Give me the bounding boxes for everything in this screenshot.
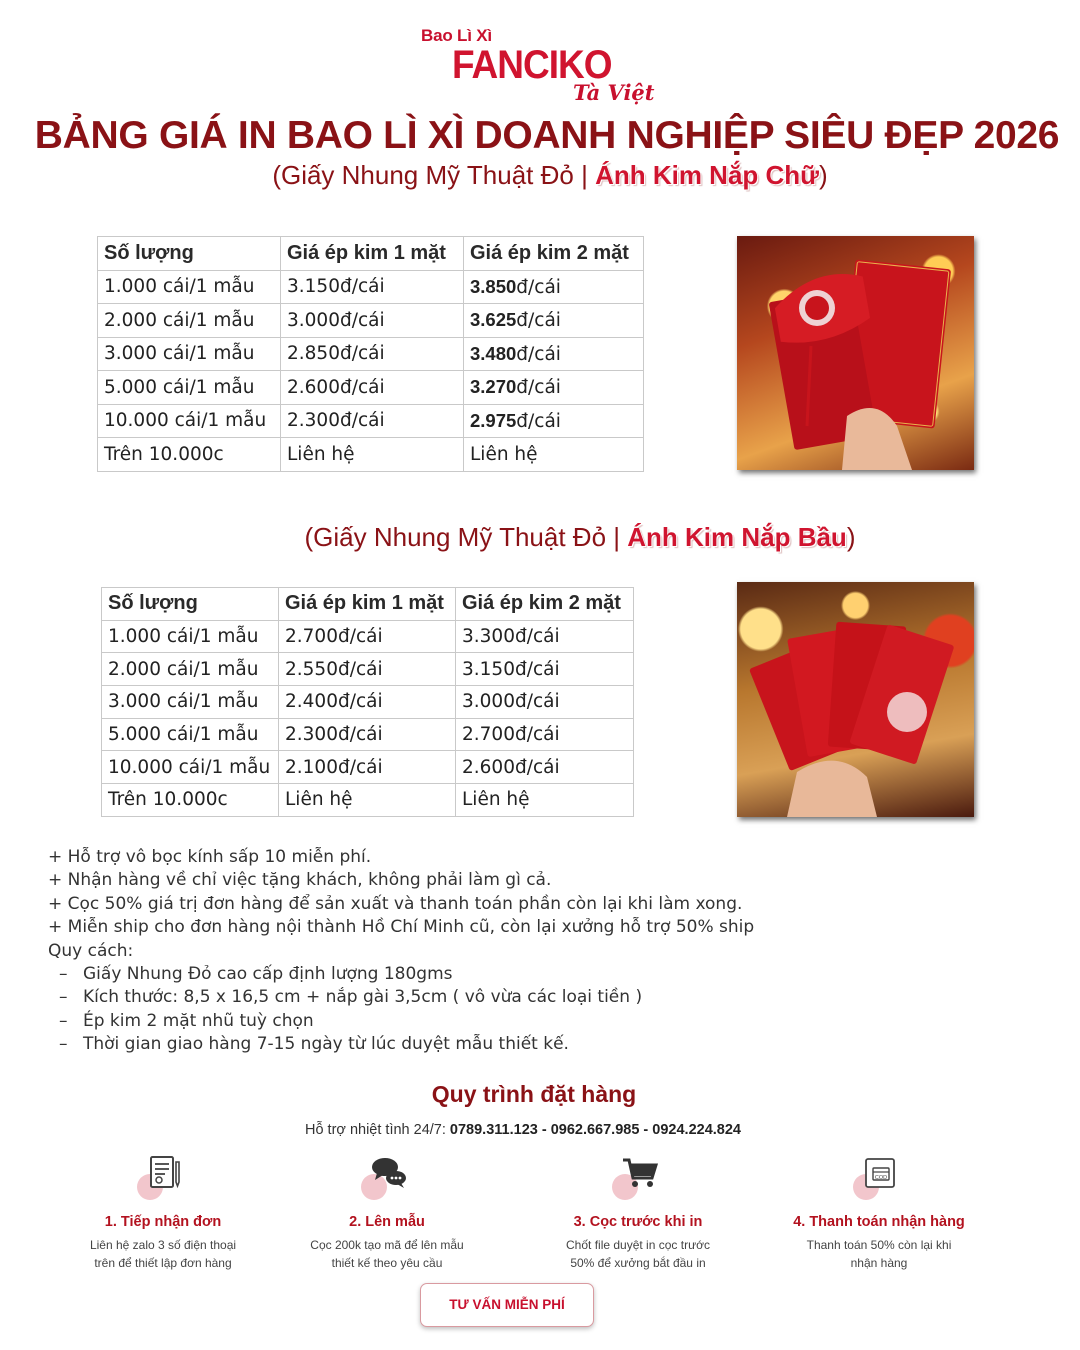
table-row <box>98 438 644 472</box>
quantity-cell: Trên 10.000c <box>98 438 281 472</box>
price-1-side-cell: 2.300đ/cái <box>281 404 464 438</box>
spec-text: Giấy Nhung Đỏ cao cấp định lượng 180gms <box>83 964 453 985</box>
column-header-price-1-side: Giá ép kim 1 mặt <box>281 237 464 271</box>
price-1-side-cell: 3.000đ/cái <box>281 304 464 338</box>
step-description: Liên hệ zalo 3 số điện thoại trên để thiết lập đơn hàng <box>89 1238 237 1270</box>
hotline-numbers: 0789.311.123 - 0962.667.985 - 0924.224.824 <box>449 1122 741 1138</box>
product-photo-nap-bau <box>737 582 974 817</box>
price-1-side-cell: 3.150đ/cái <box>281 270 464 304</box>
price-2-sides-cell: 3.300đ/cái <box>456 620 634 653</box>
price-2-sides-cell: 2.700đ/cái <box>456 718 634 751</box>
price-2-sides-cell <box>464 270 644 304</box>
price-number: 3.270 <box>470 376 517 398</box>
price-table-nap-bau <box>101 587 634 817</box>
column-header-quantity: Số lượng <box>98 237 281 271</box>
price-1-side-cell: 2.700đ/cái <box>279 620 456 653</box>
section1-subtitle <box>0 160 1080 191</box>
section2-subtitle-highlight: Ánh Kim Nắp Bầu <box>627 522 847 552</box>
specs-heading: Quy cách: <box>48 940 134 961</box>
spec-dash: – <box>59 964 68 985</box>
note-line: + Nhận hàng về chỉ việc tặng khách, không phải làm gì cả. <box>48 870 552 891</box>
price-unit: đ/cái <box>516 410 561 432</box>
column-header-quantity: Số lượng <box>102 588 279 621</box>
price-2-sides-cell <box>464 438 644 472</box>
price-1-side-cell: 2.400đ/cái <box>279 686 456 719</box>
price-2-sides-cell <box>464 337 644 371</box>
price-unit: đ/cái <box>516 276 561 298</box>
table-row <box>102 653 634 686</box>
price-1-side-cell: 2.100đ/cái <box>279 751 456 784</box>
price-2-sides-cell: Liên hệ <box>456 784 634 817</box>
red-envelope-illustration <box>737 236 974 470</box>
svg-text:COD: COD <box>874 1175 888 1181</box>
cod-box-icon <box>849 1154 909 1204</box>
table-row <box>98 337 644 371</box>
price-number: 3.850 <box>470 275 517 297</box>
step-description: Chốt file duyệt in cọc trước 50% để xưởng bắt đầu in <box>566 1238 710 1270</box>
section1-subtitle-open: (Giấy Nhung Mỹ Thuật Đỏ | <box>272 160 596 190</box>
hotline-label: Hỗ trợ nhiệt tình 24/7: <box>304 1122 450 1138</box>
quantity-cell: 2.000 cái/1 mẫu <box>98 304 281 338</box>
table-header-row <box>102 588 634 621</box>
quantity-cell: 3.000 cái/1 mẫu <box>98 337 281 371</box>
price-1-side-cell: 2.300đ/cái <box>279 718 456 751</box>
note-line: + Miễn ship cho đơn hàng nội thành Hồ Chí Minh cũ, còn lại xưởng hỗ trợ 50% ship <box>48 917 755 938</box>
step-title: 1. Tiếp nhận đơn <box>104 1214 222 1230</box>
process-step-1 <box>48 1154 278 1272</box>
price-1-side-cell: 2.550đ/cái <box>279 653 456 686</box>
table-row <box>102 718 634 751</box>
table-row <box>102 686 634 719</box>
process-step-4 <box>764 1154 994 1272</box>
spec-dash: – <box>59 987 68 1008</box>
section2-subtitle <box>0 522 1080 553</box>
price-2-sides-cell: 3.000đ/cái <box>456 686 634 719</box>
step-description: Cọc 200k tạo mã để lên mẫu thiết kế theo yêu cầu <box>310 1238 464 1270</box>
price-1-side-cell: 2.600đ/cái <box>281 371 464 405</box>
process-step-2 <box>272 1154 502 1272</box>
hotline <box>0 1122 1046 1138</box>
price-unit: đ/cái <box>516 343 561 365</box>
quantity-cell: 5.000 cái/1 mẫu <box>98 371 281 405</box>
price-2-sides-cell <box>464 304 644 338</box>
price-1-side-cell: Liên hệ <box>281 438 464 472</box>
price-table-nap-chu <box>97 236 644 472</box>
step-title: 4. Thanh toán nhận hàng <box>793 1214 965 1230</box>
table-row <box>98 304 644 338</box>
price-2-sides-cell: 3.150đ/cái <box>456 653 634 686</box>
price-unit: đ/cái <box>516 310 561 332</box>
price-unit: đ/cái <box>516 377 561 399</box>
note-line: + Cọc 50% giá trị đơn hàng để sản xuất và thanh toán phần còn lại khi làm xong. <box>48 893 743 914</box>
quantity-cell: 2.000 cái/1 mẫu <box>102 653 279 686</box>
table-row <box>102 751 634 784</box>
spec-dash: – <box>59 1034 68 1055</box>
table-header-row <box>98 237 644 271</box>
table-row <box>98 404 644 438</box>
spec-item <box>48 963 754 986</box>
spec-item <box>48 1010 754 1033</box>
process-title: Quy trình đặt hàng <box>431 1081 637 1107</box>
column-header-price-2-sides: Giá ép kim 2 mặt <box>456 588 634 621</box>
order-notes <box>48 846 754 1057</box>
product-photo-nap-chu <box>737 236 974 470</box>
quantity-cell: 10.000 cái/1 mẫu <box>98 404 281 438</box>
step-description: Thanh toán 50% còn lại khi nhận hàng <box>806 1238 952 1270</box>
price-2-sides-cell: 2.600đ/cái <box>456 751 634 784</box>
quantity-cell: 10.000 cái/1 mẫu <box>102 751 279 784</box>
section1-subtitle-highlight: Ánh Kim Nắp Chữ <box>595 160 819 190</box>
step-title: 2. Lên mẫu <box>349 1214 425 1230</box>
spec-item <box>48 1033 754 1056</box>
table-row <box>98 371 644 405</box>
price-number: 3.480 <box>470 342 517 364</box>
shopping-cart-icon <box>608 1154 668 1204</box>
brand-logo <box>0 26 1080 104</box>
red-envelope-fan-illustration <box>737 582 974 817</box>
logo-tagline: Bao Lì Xì <box>421 26 492 45</box>
price-number: 3.625 <box>470 309 517 331</box>
price-1-side-cell: 2.850đ/cái <box>281 337 464 371</box>
quantity-cell: 5.000 cái/1 mẫu <box>102 718 279 751</box>
quantity-cell: Trên 10.000c <box>102 784 279 817</box>
table-row <box>98 270 644 304</box>
column-header-price-2-sides: Giá ép kim 2 mặt <box>464 237 644 271</box>
spec-text: Kích thước: 8,5 x 16,5 cm + nắp gài 3,5cm ( vô vừa các loại tiền ) <box>83 987 643 1008</box>
note-line: + Hỗ trợ vô bọc kính sấp 10 miễn phí. <box>48 847 372 867</box>
price-2-sides-cell <box>464 371 644 405</box>
quantity-cell: 1.000 cái/1 mẫu <box>102 620 279 653</box>
chat-bubbles-icon <box>357 1154 417 1204</box>
quantity-cell: 1.000 cái/1 mẫu <box>98 270 281 304</box>
spec-dash: – <box>59 1010 68 1031</box>
section2-subtitle-close: ) <box>846 522 856 552</box>
document-icon <box>133 1154 193 1204</box>
price-number: 2.975 <box>470 409 517 431</box>
price-unit: Liên hệ <box>470 444 538 466</box>
logo-brand-name: FANCIKO <box>452 42 612 87</box>
spec-text: Ép kim 2 mặt nhũ tuỳ chọn <box>83 1010 314 1031</box>
quantity-cell: 3.000 cái/1 mẫu <box>102 686 279 719</box>
price-2-sides-cell <box>464 404 644 438</box>
logo-script: Tà Việt <box>573 80 655 105</box>
step-title: 3. Cọc trước khi in <box>573 1214 703 1230</box>
process-step-3 <box>523 1154 753 1272</box>
price-1-side-cell: Liên hệ <box>279 784 456 817</box>
free-consult-button[interactable]: TƯ VẤN MIỄN PHÍ <box>420 1283 594 1327</box>
section1-subtitle-close: ) <box>819 160 828 190</box>
section2-subtitle-open: (Giấy Nhung Mỹ Thuật Đỏ | <box>304 522 628 552</box>
table-row <box>102 620 634 653</box>
column-header-price-1-side: Giá ép kim 1 mặt <box>279 588 456 621</box>
page-title: BẢNG GIÁ IN BAO LÌ XÌ DOANH NGHIỆP SIÊU ĐẸP 2026 <box>34 114 1060 157</box>
spec-text: Thời gian giao hàng 7-15 ngày từ lúc duyệt mẫu thiết kế. <box>83 1034 569 1055</box>
table-row <box>102 784 634 817</box>
spec-item <box>48 986 754 1009</box>
